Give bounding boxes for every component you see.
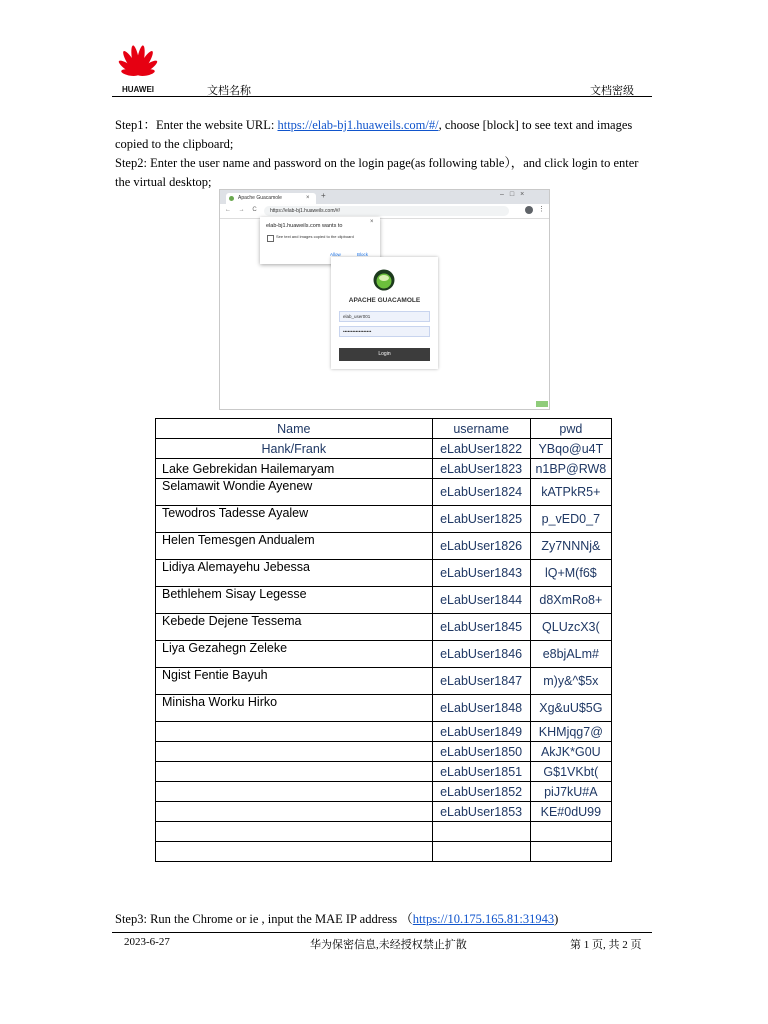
table-row bbox=[156, 762, 612, 782]
table-row bbox=[156, 722, 612, 742]
step1-paragraph bbox=[115, 116, 650, 154]
cell-name: Selamawit Wondie Ayenew bbox=[156, 479, 433, 506]
table-row bbox=[156, 506, 612, 533]
credentials-table bbox=[155, 418, 612, 862]
login-title: APACHE GUACAMOLE bbox=[348, 297, 421, 304]
cell-pwd: p_vED0_7 bbox=[530, 506, 611, 533]
clipboard-icon bbox=[267, 235, 274, 242]
cell-name bbox=[156, 762, 433, 782]
cell-name: Liya Gezahegn Zeleke bbox=[156, 641, 433, 668]
cell-username: eLabUser1822 bbox=[432, 439, 530, 459]
cell-name bbox=[156, 782, 433, 802]
cell-username: eLabUser1853 bbox=[432, 802, 530, 822]
cell-username: eLabUser1852 bbox=[432, 782, 530, 802]
cell-username: eLabUser1846 bbox=[432, 641, 530, 668]
cell-username: eLabUser1851 bbox=[432, 762, 530, 782]
cell-name: Lake Gebrekidan Hailemaryam bbox=[156, 459, 433, 479]
cell-name bbox=[156, 802, 433, 822]
cell-name: Ngist Fentie Bayuh bbox=[156, 668, 433, 695]
doc-name-label: 文档名称 bbox=[207, 85, 251, 97]
table-row bbox=[156, 479, 612, 506]
cell-name bbox=[156, 822, 433, 842]
cell-pwd: Zy7NNNj& bbox=[530, 533, 611, 560]
cell-pwd bbox=[530, 822, 611, 842]
doc-classification-label: 文档密级 bbox=[590, 85, 634, 97]
cell-username: eLabUser1850 bbox=[432, 742, 530, 762]
cell-username: eLabUser1849 bbox=[432, 722, 530, 742]
table-row bbox=[156, 459, 612, 479]
step2-paragraph: Step2: Enter the user name and password on the login page(as following table），and click login to enter the virtual desktop; bbox=[115, 156, 639, 189]
popup-title: elab-bj1.huaweils.com wants to bbox=[266, 223, 343, 229]
popup-allow-button[interactable]: Allow bbox=[330, 252, 341, 257]
login-username-field[interactable]: elab_user001 bbox=[339, 311, 430, 322]
step1-suffix: , choose [block] to see text and images copied to the clipboard; bbox=[115, 118, 633, 151]
step1-url-link[interactable]: https://elab-bj1.huaweils.com/#/ bbox=[277, 118, 439, 132]
logo-wordmark: HUAWEI bbox=[122, 85, 154, 94]
table-row bbox=[156, 614, 612, 641]
favicon-icon bbox=[229, 196, 234, 201]
popup-text: See text and images copied to the clipboard bbox=[276, 234, 354, 239]
cell-pwd: kATPkR5+ bbox=[530, 479, 611, 506]
cell-username: eLabUser1847 bbox=[432, 668, 530, 695]
cell-name: Helen Temesgen Andualem bbox=[156, 533, 433, 560]
header-pwd: pwd bbox=[530, 419, 611, 439]
table-row bbox=[156, 560, 612, 587]
table-row bbox=[156, 587, 612, 614]
step3-prefix: Step3: Run the Chrome or ie , input the MAE IP address （ bbox=[115, 912, 413, 926]
cell-username bbox=[432, 842, 530, 862]
cell-pwd: KHMjqg7@ bbox=[530, 722, 611, 742]
cell-username: eLabUser1845 bbox=[432, 614, 530, 641]
cell-username: eLabUser1848 bbox=[432, 695, 530, 722]
account-icon[interactable] bbox=[525, 206, 533, 214]
table-row bbox=[156, 641, 612, 668]
tab-close-icon[interactable]: × bbox=[306, 195, 310, 201]
cell-username: eLabUser1824 bbox=[432, 479, 530, 506]
cell-pwd: YBqo@u4T bbox=[530, 439, 611, 459]
popup-close-icon[interactable]: × bbox=[370, 219, 374, 225]
cell-name: Lidiya Alemayehu Jebessa bbox=[156, 560, 433, 587]
kebab-menu-icon[interactable]: ⋮ bbox=[538, 206, 545, 213]
nav-icons[interactable]: ← → C bbox=[225, 207, 260, 213]
cell-pwd: lQ+M(f6$ bbox=[530, 560, 611, 587]
step3-paragraph bbox=[115, 909, 558, 927]
cell-pwd: QLUzcX3( bbox=[530, 614, 611, 641]
cell-name bbox=[156, 842, 433, 862]
cell-username: eLabUser1825 bbox=[432, 506, 530, 533]
footer-rule bbox=[112, 932, 652, 933]
table-row bbox=[156, 668, 612, 695]
cell-username: eLabUser1823 bbox=[432, 459, 530, 479]
cell-pwd bbox=[530, 842, 611, 862]
huawei-logo bbox=[112, 44, 164, 94]
cell-username bbox=[432, 822, 530, 842]
cell-username: eLabUser1844 bbox=[432, 587, 530, 614]
footer-date: 2023-6-27 bbox=[124, 936, 170, 948]
table-row bbox=[156, 802, 612, 822]
cell-name: Bethlehem Sisay Legesse bbox=[156, 587, 433, 614]
login-password-field[interactable]: •••••••••••••••••• bbox=[339, 326, 430, 337]
table-row bbox=[156, 439, 612, 459]
browser-tab[interactable] bbox=[226, 193, 316, 204]
cell-pwd: G$1VKbt( bbox=[530, 762, 611, 782]
new-tab-icon[interactable]: + bbox=[321, 191, 326, 200]
table-header-row bbox=[156, 419, 612, 439]
cell-name: Hank/Frank bbox=[156, 439, 433, 459]
footer-page-number: 第 1 页, 共 2 页 bbox=[570, 939, 642, 951]
cell-pwd: Xg&uU$5G bbox=[530, 695, 611, 722]
cell-name: Tewodros Tadesse Ayalew bbox=[156, 506, 433, 533]
cell-name: Minisha Worku Hirko bbox=[156, 695, 433, 722]
window-controls[interactable]: –□× bbox=[500, 191, 531, 198]
browser-screenshot bbox=[219, 189, 550, 410]
cell-pwd: piJ7kU#A bbox=[530, 782, 611, 802]
footer-confidential-notice: 华为保密信息,未经授权禁止扩散 bbox=[310, 939, 467, 951]
cell-pwd: AkJK*G0U bbox=[530, 742, 611, 762]
tab-title: Apache Guacamole bbox=[238, 195, 282, 201]
table-row bbox=[156, 822, 612, 842]
cell-pwd: m)y&^$5x bbox=[530, 668, 611, 695]
cell-pwd: n1BP@RW8 bbox=[530, 459, 611, 479]
popup-block-button[interactable]: Block bbox=[357, 252, 369, 257]
login-button[interactable]: Login bbox=[339, 348, 430, 361]
cell-pwd: d8XmRo8+ bbox=[530, 587, 611, 614]
guacamole-logo-icon bbox=[373, 269, 395, 291]
cell-pwd: e8bjALm# bbox=[530, 641, 611, 668]
cell-name bbox=[156, 742, 433, 762]
table-row bbox=[156, 742, 612, 762]
login-card bbox=[331, 257, 438, 369]
header-rule bbox=[112, 96, 652, 97]
table-row bbox=[156, 695, 612, 722]
table-row bbox=[156, 782, 612, 802]
header-name: Name bbox=[156, 419, 433, 439]
url-field[interactable]: https://elab-bj1.huaweils.com/#/ bbox=[264, 206, 509, 216]
step3-mae-link[interactable]: https://10.175.165.81:31943 bbox=[412, 912, 555, 926]
cell-pwd: KE#0dU99 bbox=[530, 802, 611, 822]
status-badge bbox=[536, 401, 548, 407]
table-row bbox=[156, 842, 612, 862]
table-row bbox=[156, 533, 612, 560]
cell-name: Kebede Dejene Tessema bbox=[156, 614, 433, 641]
cell-name bbox=[156, 722, 433, 742]
cell-username: eLabUser1826 bbox=[432, 533, 530, 560]
cell-username: eLabUser1843 bbox=[432, 560, 530, 587]
browser-tab-bar bbox=[220, 190, 549, 204]
header-username: username bbox=[432, 419, 530, 439]
step1-prefix: Step1：Enter the website URL: bbox=[115, 118, 278, 132]
step3-suffix: ) bbox=[554, 912, 559, 926]
